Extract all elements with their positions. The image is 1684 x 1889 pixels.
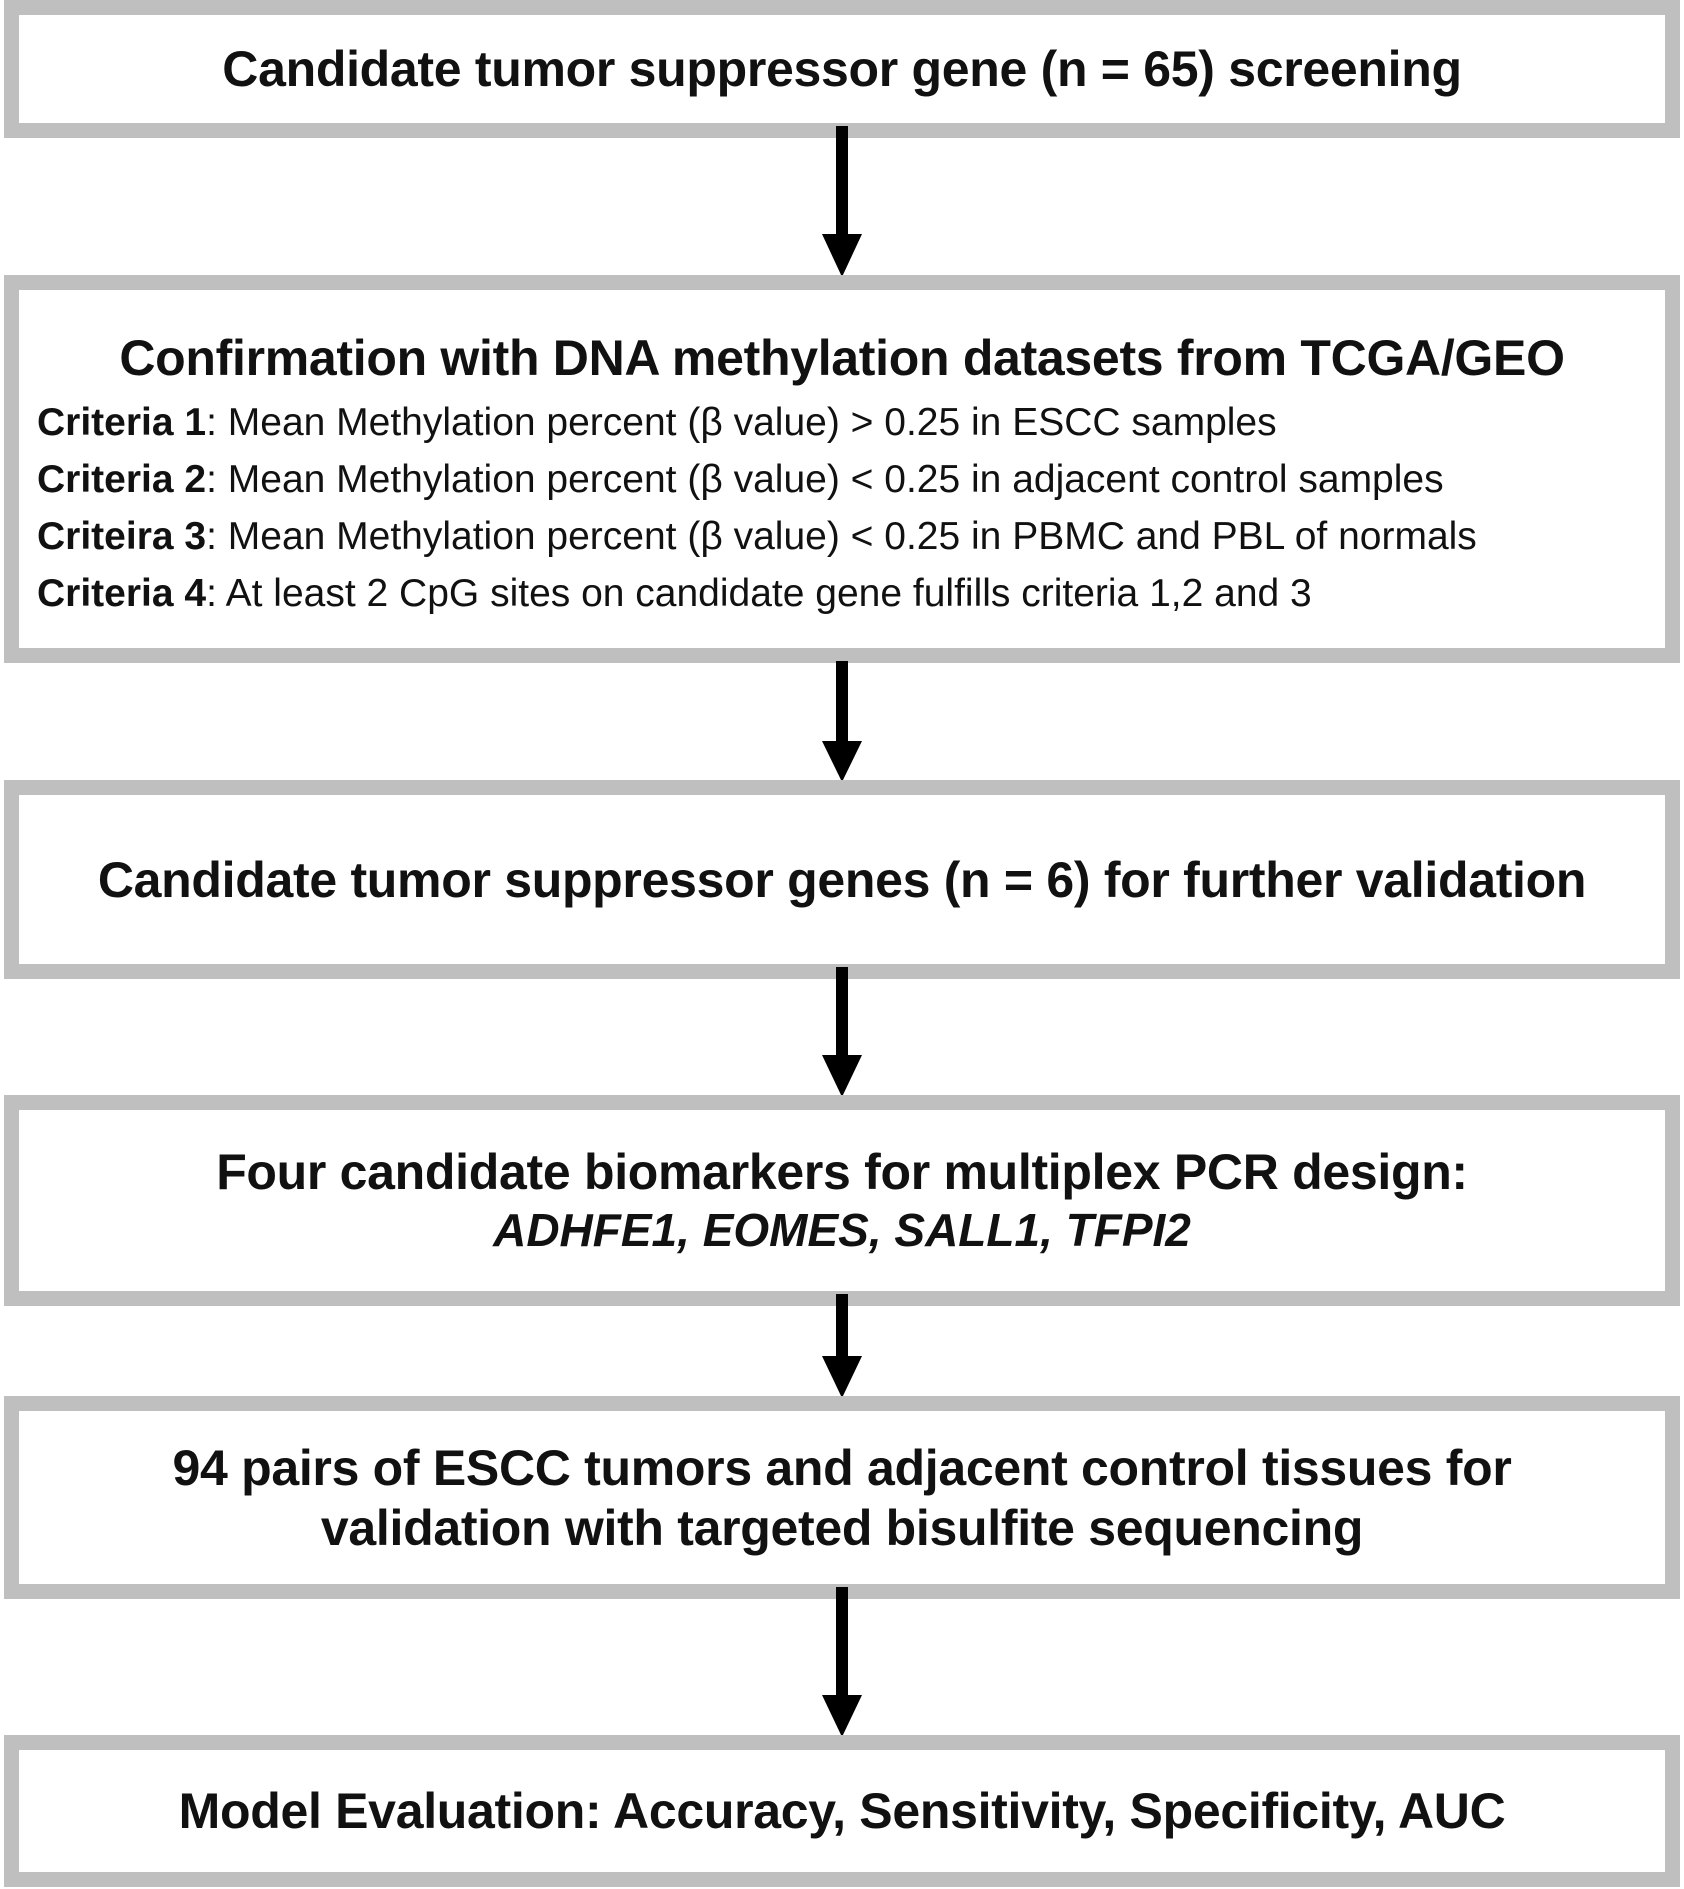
- criteria-text: : Mean Methylation percent (β value) > 0.25 in ESCC samples: [206, 401, 1277, 444]
- step-box-candidates: [4, 780, 1680, 979]
- down-arrow-icon: [822, 126, 862, 277]
- criteria-list: [37, 394, 1477, 622]
- criteria-item: [37, 451, 1477, 508]
- criteria-text: : Mean Methylation percent (β value) < 0.25 in PBMC and PBL of normals: [206, 515, 1477, 558]
- step-title-candidates: Candidate tumor suppressor genes (n = 6) for further validation: [97, 851, 1587, 908]
- criteria-item: [37, 565, 1477, 622]
- down-arrow-icon: [822, 1587, 862, 1737]
- criteria-label: Criteria 2: [37, 458, 207, 501]
- step-box-biomarkers: [4, 1095, 1680, 1306]
- step-box-evaluation: [4, 1735, 1680, 1887]
- criteria-item: [37, 394, 1477, 451]
- criteria-label: Criteria 1: [37, 401, 207, 444]
- step-box-screening: [4, 0, 1680, 138]
- criteria-label: Criteira 3: [37, 515, 207, 558]
- step-title-validation-line2: validation with targeted bisulfite sequencing: [320, 1499, 1364, 1556]
- criteria-text: : At least 2 CpG sites on candidate gene fulfills criteria 1,2 and 3: [206, 572, 1312, 615]
- criteria-text: : Mean Methylation percent (β value) < 0.25 in adjacent control samples: [206, 458, 1444, 501]
- step-box-validation: [4, 1396, 1680, 1599]
- down-arrow-icon: [822, 967, 862, 1097]
- step-title-biomarkers: Four candidate biomarkers for multiplex PCR design:: [216, 1143, 1468, 1200]
- step-title-evaluation: Model Evaluation: Accuracy, Sensitivity, Specificity, AUC: [178, 1783, 1506, 1839]
- step-title-confirmation: Confirmation with DNA methylation datasets from TCGA/GEO: [119, 330, 1565, 386]
- step-title-validation-line1: 94 pairs of ESCC tumors and adjacent control tissues for: [172, 1439, 1512, 1496]
- biomarker-gene-list: ADHFE1, EOMES, SALL1, TFPI2: [493, 1203, 1191, 1256]
- down-arrow-icon: [822, 661, 862, 782]
- down-arrow-icon: [822, 1294, 862, 1398]
- criteria-label: Criteria 4: [37, 572, 207, 615]
- step-title-screening: Candidate tumor suppressor gene (n = 65) screening: [222, 41, 1462, 97]
- step-box-confirmation: [4, 275, 1680, 663]
- criteria-item: [37, 508, 1477, 565]
